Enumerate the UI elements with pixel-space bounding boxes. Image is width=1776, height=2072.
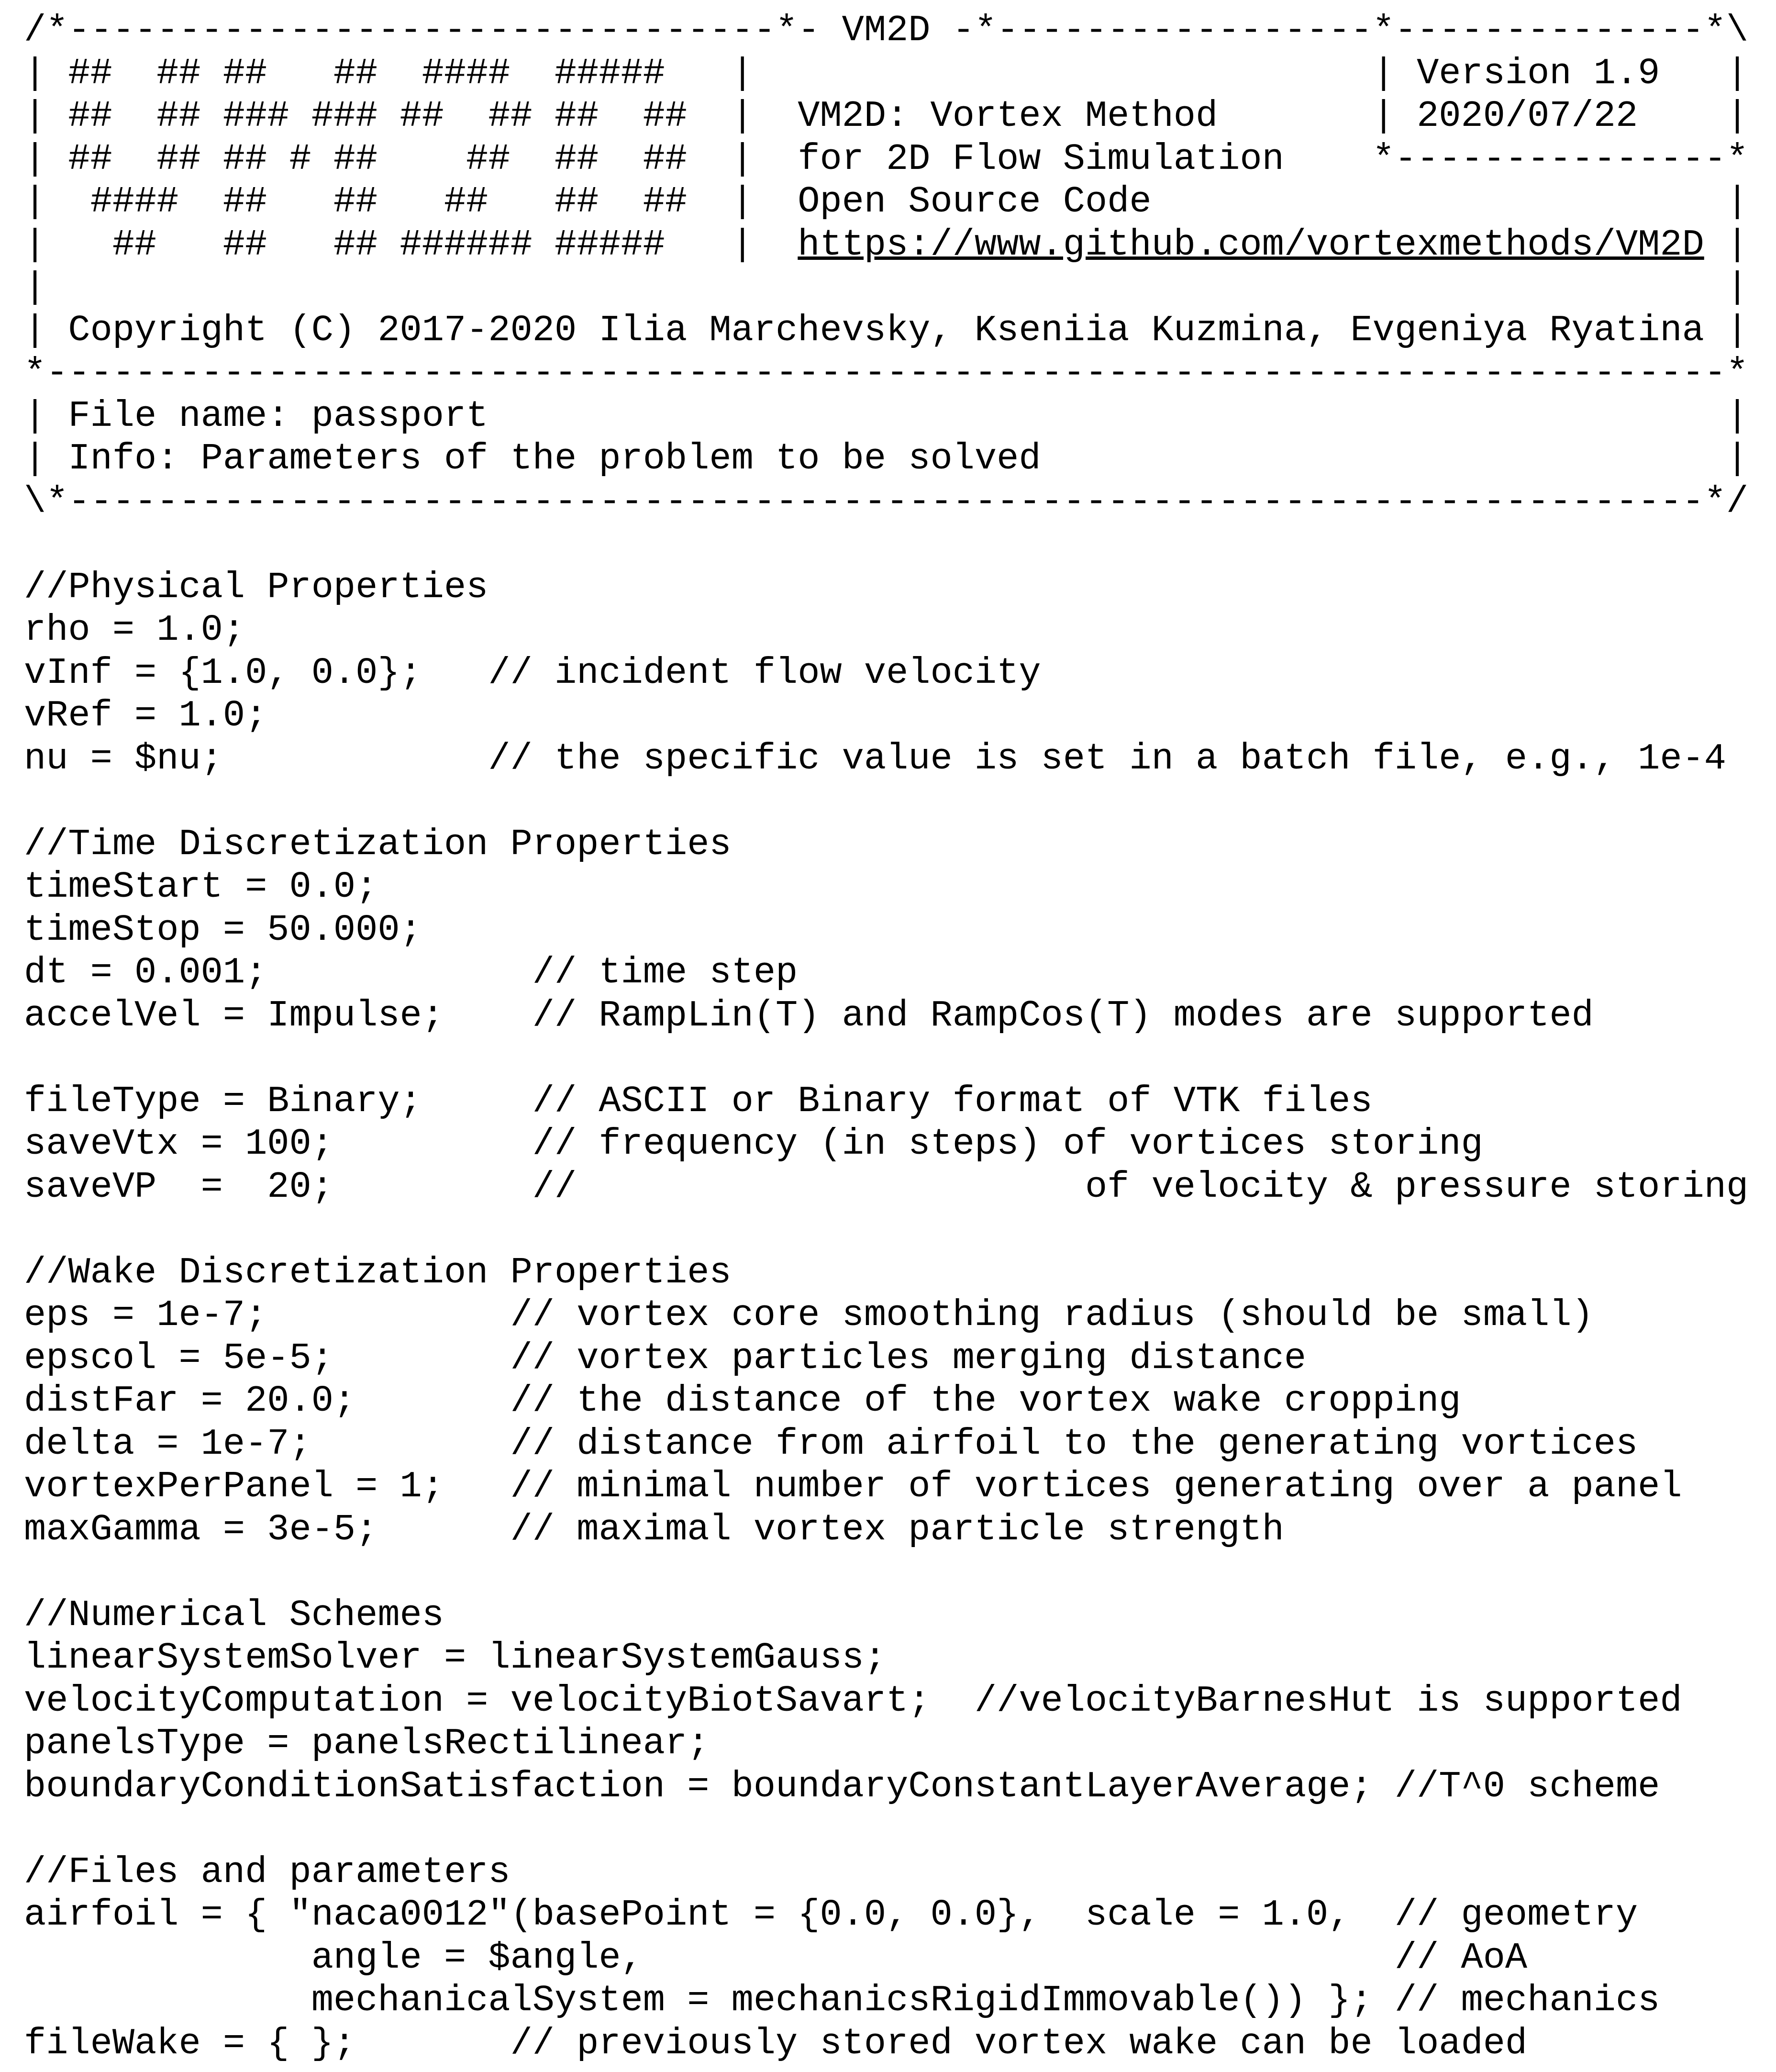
code-line: accelVel = Impulse; // RampLin(T) and RampCos(T) modes are supported — [24, 995, 1594, 1037]
code-line-text: | — [1704, 224, 1749, 266]
code-line: timeStop = 50.000; — [24, 909, 422, 951]
code-line: /*--------------------------------*- VM2D -*-----------------*--------------*\ — [24, 10, 1749, 52]
code-line: vRef = 1.0; — [24, 695, 267, 737]
code-line: angle = $angle, // AoA — [24, 1937, 1528, 1979]
code-line: //Time Discretization Properties — [24, 824, 732, 866]
code-line — [24, 224, 1776, 267]
code-line: //Files and parameters — [24, 1851, 511, 1894]
code-line: fileWake = { }; // previously stored vortex wake can be loaded — [24, 2023, 1528, 2065]
code-line: nu = $nu; // the specific value is set in a batch file, e.g., 1e-4 — [24, 738, 1726, 780]
code-line-text: | ## ## ## ###### ##### | — [24, 224, 798, 266]
code-line: panelsType = panelsRectilinear; — [24, 1723, 710, 1765]
code-line: | Copyright (C) 2017-2020 Ilia Marchevsky, Kseniia Kuzmina, Evgeniya Ryatina | — [24, 310, 1749, 352]
code-line: | | — [24, 267, 1749, 309]
code-line — [24, 1037, 1776, 1081]
code-line: eps = 1e-7; // vortex core smoothing radius (should be small) — [24, 1295, 1594, 1337]
vm2d-repo-url-link[interactable]: https://www.github.com/vortexmethods/VM2D — [798, 224, 1704, 266]
code-line: saveVtx = 100; // frequency (in steps) of vortices storing — [24, 1124, 1483, 1165]
code-line: linearSystemSolver = linearSystemGauss; — [24, 1638, 887, 1679]
code-line: | Info: Parameters of the problem to be solved | — [24, 438, 1749, 480]
code-line: //Wake Discretization Properties — [24, 1252, 732, 1294]
code-line — [24, 1209, 1776, 1252]
code-line — [24, 524, 1776, 567]
code-line — [24, 1551, 1776, 1594]
code-line: mechanicalSystem = mechanicsRigidImmovable()) }; // mechanics — [24, 1980, 1660, 2022]
code-line: maxGamma = 3e-5; // maximal vortex particle strength — [24, 1509, 1284, 1551]
code-line: boundaryConditionSatisfaction = boundaryConstantLayerAverage; //T^0 scheme — [24, 1766, 1660, 1808]
code-line: | ## ## ## ## #### ##### | | Version 1.9 | — [24, 53, 1749, 95]
code-line: saveVP = 20; // of velocity & pressure storing — [24, 1166, 1749, 1208]
code-line: \*--------------------------------------------------------------------------*/ — [24, 481, 1749, 523]
code-line: | #### ## ## ## ## ## | Open Source Code | — [24, 181, 1749, 223]
code-line — [24, 1808, 1776, 1851]
code-line: vInf = {1.0, 0.0}; // incident flow velocity — [24, 652, 1041, 694]
code-line: timeStart = 0.0; — [24, 867, 378, 908]
code-line: | File name: passport | — [24, 395, 1749, 437]
code-line: distFar = 20.0; // the distance of the vortex wake cropping — [24, 1381, 1461, 1422]
code-line: | ## ## ## # ## ## ## ## | for 2D Flow Simulation *---------------* — [24, 138, 1749, 180]
code-line — [24, 780, 1776, 824]
code-line: | ## ## ### ### ## ## ## ## | VM2D: Vortex Method | 2020/07/22 | — [24, 96, 1749, 137]
code-line: rho = 1.0; — [24, 610, 245, 651]
code-line: //Numerical Schemes — [24, 1594, 444, 1637]
code-line: dt = 0.001; // time step — [24, 952, 798, 994]
code-line: epscol = 5e-5; // vortex particles merging distance — [24, 1337, 1307, 1380]
code-line: *----------------------------------------------------------------------------* — [24, 353, 1749, 394]
code-line: //Physical Properties — [24, 567, 488, 609]
code-line: airfoil = { "naca0012"(basePoint = {0.0, 0.0}, scale = 1.0, // geometry — [24, 1894, 1638, 1936]
code-line: velocityComputation = velocityBiotSavart; //velocityBarnesHut is supported — [24, 1680, 1682, 1722]
code-line: fileType = Binary; // ASCII or Binary format of VTK files — [24, 1081, 1373, 1123]
code-line: vortexPerPanel = 1; // minimal number of vortices generating over a panel — [24, 1466, 1682, 1508]
code-line: delta = 1e-7; // distance from airfoil to the generating vortices — [24, 1423, 1638, 1465]
file-content — [24, 10, 1776, 2065]
